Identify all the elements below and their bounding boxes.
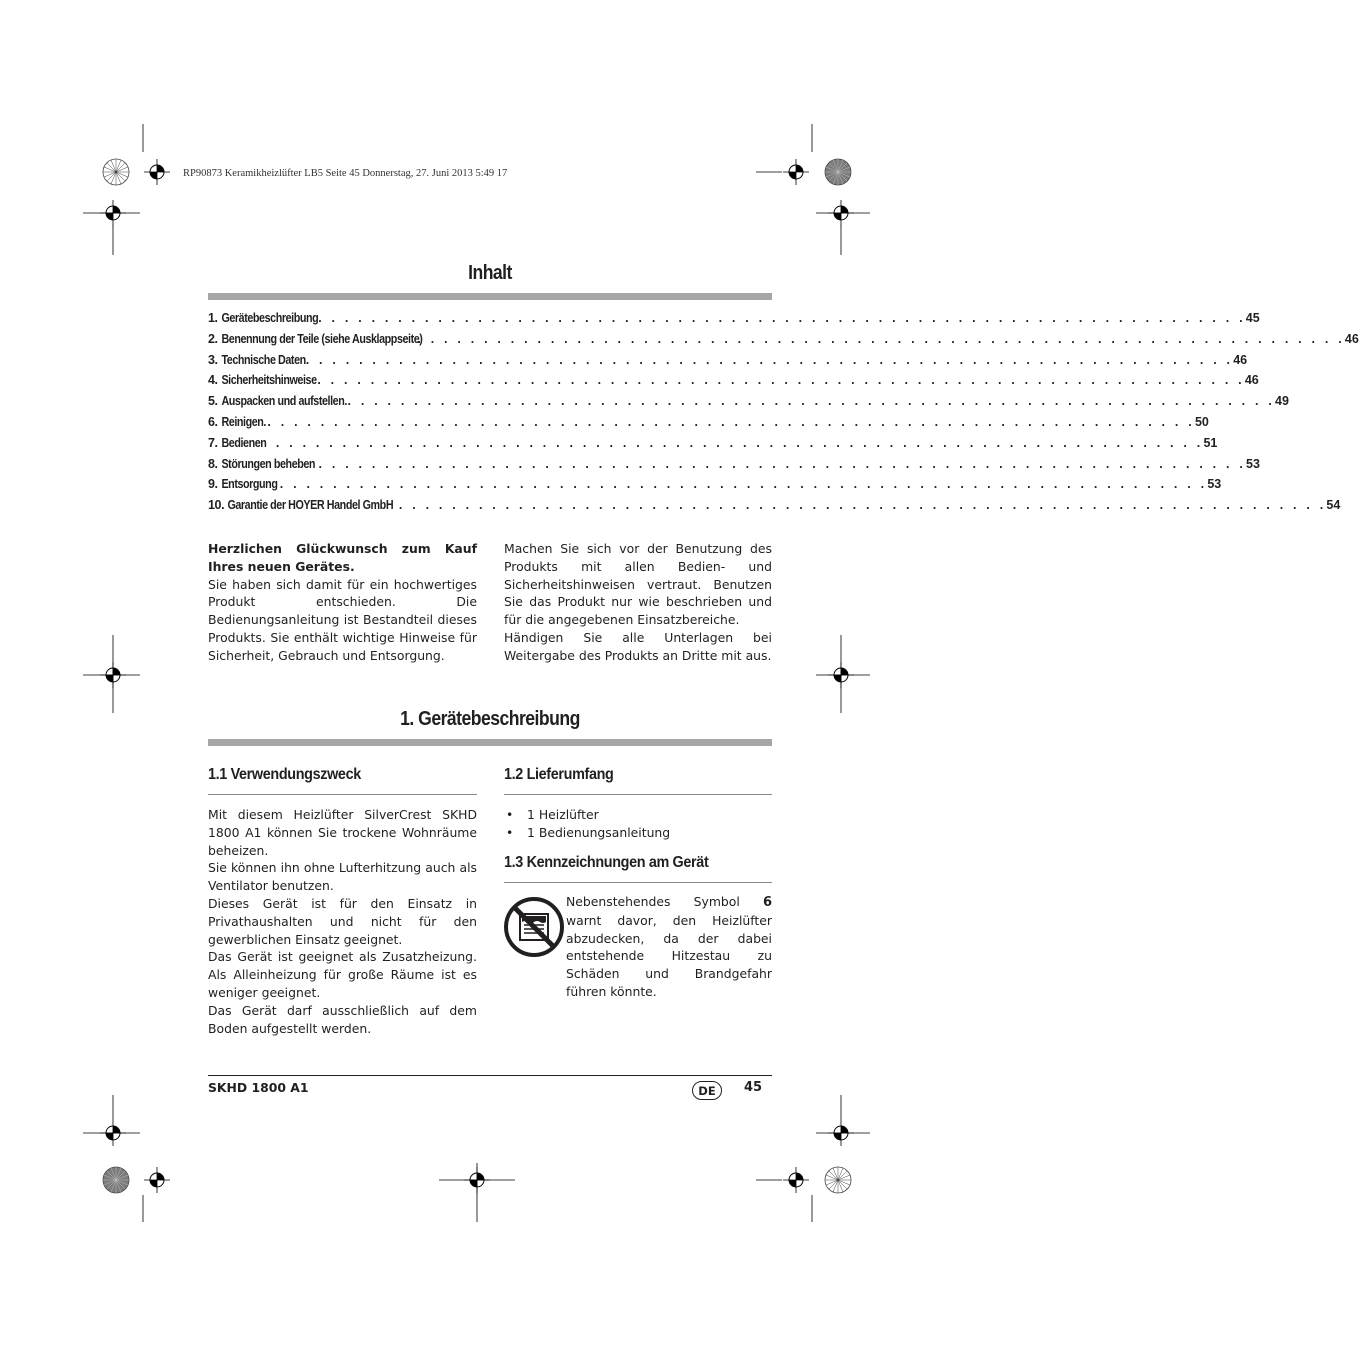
- section-title-rule: [208, 739, 772, 746]
- toc-entry-page: 54: [1326, 498, 1341, 513]
- body-paragraph: Sie können ihn ohne Lufterhitzung auch als Ventilator benutzen.: [208, 860, 477, 894]
- toc-entry-label: Garantie der HOYER Handel GmbH: [227, 498, 394, 513]
- toc-leader-dots: . . . . . . . . . . . . . . . . . . . . . . . . . . . . . . . . . . . . . . . . . . . . . . . . . . . . . . . . . . . . . . . . . . . . . .: [398, 498, 1327, 513]
- toc-entry-number: 8.: [208, 456, 218, 471]
- toc-entry-number: 5.: [208, 394, 218, 409]
- toc-leader-dots: . . . . . . . . . . . . . . . . . . . . . . . . . . . . . . . . . . . . . . . . . . . . . . . . . . . . . . . . . . . . . . . . . . . . . .: [317, 373, 1245, 388]
- usage-purpose-text: [208, 806, 477, 1037]
- list-item: • 1 Bedienungsanleitung: [504, 824, 772, 842]
- toc-entry[interactable]: [208, 311, 1260, 332]
- toc-leader-dots: . . . . . . . . . . . . . . . . . . . . . . . . . . . . . . . . . . . . . . . . . . . . . . . . . . . . . . . . . . . . . . . . . . . . . .: [347, 394, 1276, 409]
- list-item: • 1 Heizlüfter: [504, 806, 772, 824]
- toc-leader-dots: . . . . . . . . . . . . . . . . . . . . . . . . . . . . . . . . . . . . . . . . . . . . . . . . . . . . . . . . . . . . . . . . . . . . . .: [318, 311, 1246, 325]
- scope-of-delivery-list: [504, 806, 772, 842]
- toc-leader-dots: . . . . . . . . . . . . . . . . . . . . . . . . . . . . . . . . . . . . . . . . . . . . . . . . . . . . . . . . . . . . . . . . . . . . . .: [279, 477, 1208, 492]
- intro-paragraph: Sie haben sich damit für ein hochwertiges Produkt entschieden. Die Bedienungsanleitung ist Bestandteil dieses Produkts. Sie enthält wichtige Hinweise für Sicherheit, Gebrauch und Entsorgung.: [208, 576, 477, 663]
- toc-entry-number: 10.: [208, 498, 225, 513]
- toc-entry-page: 53: [1246, 456, 1260, 471]
- subsection-rule: [504, 882, 772, 883]
- subsection-heading: 1.3 Kennzeichnungen am Gerät: [504, 854, 709, 871]
- toc-entry[interactable]: [208, 352, 1248, 374]
- toc-entry-label: Auspacken und aufstellen.: [221, 394, 347, 409]
- subsection-rule: [504, 794, 772, 795]
- toc-entry-label: Entsorgung: [221, 477, 278, 492]
- section-title: 1. Gerätebeschreibung: [400, 708, 580, 730]
- toc-entry-label: Technische Daten: [221, 352, 306, 367]
- toc-entry-page: 53: [1207, 477, 1222, 492]
- body-paragraph: Das Gerät darf ausschließlich auf dem Boden aufgestellt werden.: [208, 1002, 477, 1036]
- toc-entry-page: 49: [1275, 394, 1289, 409]
- page-number: 45: [744, 1080, 763, 1095]
- subsection-rule: [208, 794, 477, 795]
- toc-title-rule: [208, 293, 772, 300]
- toc-entry[interactable]: [208, 498, 1341, 519]
- toc-entry-page: 50: [1194, 414, 1209, 429]
- toc-entry-label: Gerätebeschreibung: [221, 311, 318, 325]
- toc-leader-dots: . . . . . . . . . . . . . . . . . . . . . . . . . . . . . . . . . . . . . . . . . . . . . . . . . . . . . . . . . . . . . . . . . . . . . .: [275, 435, 1204, 450]
- toc-leader-dots: . . . . . . . . . . . . . . . . . . . . . . . . . . . . . . . . . . . . . . . . . . . . . . . . . . . . . . . . . . . . . . . . . . . . . .: [267, 414, 1195, 429]
- do-not-cover-icon: [504, 897, 564, 957]
- toc-entry-label: Benennung der Teile (siehe Ausklappseite): [221, 331, 423, 346]
- symbol-text-after: warnt davor, den Heizlüfter abzudecken, da der dabei entstehende Hitzestau zu Schäden und Brandgefahr führen könnte.: [566, 912, 772, 999]
- subsection-heading: 1.1 Verwendungszweck: [208, 766, 361, 783]
- intro-left-column: [208, 540, 477, 665]
- intro-heading: Herzlichen Glückwunsch zum Kauf Ihres neuen Gerätes.: [208, 541, 477, 574]
- toc-entry-label: Störungen beheben: [221, 456, 315, 471]
- symbol-text-before: Nebenstehendes Symbol: [566, 894, 763, 909]
- toc-entry-number: 1.: [208, 311, 218, 325]
- print-slug-line: RP90873 Keramikheizlüfter LB5 Seite 45 Donnerstag, 27. Juni 2013 5:49 17: [183, 168, 508, 179]
- toc-entry-page: 45: [1245, 311, 1260, 325]
- symbol-description: [566, 893, 772, 1001]
- toc-entry-label: Reinigen.: [221, 414, 266, 429]
- toc-entry-number: 4.: [208, 373, 218, 388]
- body-paragraph: Dieses Gerät ist für den Einsatz in Privathaushalten und nicht für den gewerblichen Einsatz geeignet.: [208, 895, 477, 947]
- subsection-heading: 1.2 Lieferumfang: [504, 766, 614, 783]
- toc-entry-page: 51: [1203, 435, 1218, 450]
- intro-paragraph: Händigen Sie alle Unterlagen bei Weitergabe des Produkts an Dritte mit aus.: [504, 629, 772, 663]
- toc-entry-label: Sicherheitshinweise: [221, 373, 317, 388]
- toc-entry-page: 46: [1344, 331, 1359, 346]
- toc-title: Inhalt: [468, 262, 512, 284]
- toc-entry-number: 9.: [208, 477, 218, 492]
- toc-entry-label: Bedienen: [221, 435, 267, 450]
- toc-entry-number: 7.: [208, 435, 218, 450]
- toc-entry[interactable]: [208, 435, 1218, 457]
- toc-entry-number: 2.: [208, 331, 218, 346]
- toc-entry[interactable]: [208, 477, 1222, 498]
- toc-leader-dots: . . . . . . . . . . . . . . . . . . . . . . . . . . . . . . . . . . . . . . . . . . . . . . . . . . . . . . . . . . . . . . . . . . . . . .: [417, 331, 1345, 346]
- toc-entry[interactable]: [208, 456, 1260, 478]
- table-of-contents: [208, 311, 1359, 519]
- body-paragraph: Mit diesem Heizlüfter SilverCrest SKHD 1800 A1 können Sie trockene Wohnräume beheizen.: [208, 807, 477, 858]
- toc-entry-page: 46: [1244, 373, 1259, 388]
- toc-leader-dots: . . . . . . . . . . . . . . . . . . . . . . . . . . . . . . . . . . . . . . . . . . . . . . . . . . . . . . . . . . . . . . . . . . . . . .: [305, 352, 1234, 367]
- toc-entry-number: 6.: [208, 414, 218, 429]
- toc-entry[interactable]: [208, 414, 1209, 436]
- toc-entry[interactable]: [208, 394, 1289, 415]
- language-badge: DE: [692, 1081, 722, 1100]
- intro-right-column: [504, 540, 772, 665]
- toc-entry[interactable]: [208, 331, 1359, 353]
- toc-entry[interactable]: [208, 373, 1259, 394]
- footer-rule: [208, 1075, 772, 1076]
- symbol-number: 6: [762, 895, 772, 910]
- toc-entry-number: 3.: [208, 352, 218, 367]
- intro-paragraph: Machen Sie sich vor der Benutzung des Produkts mit allen Bedien- und Sicherheitshinweisen vertraut. Benutzen Sie das Produkt nur wie beschrieben und für die angegebenen Einsatzbereiche.: [504, 541, 772, 628]
- toc-entry-page: 46: [1233, 352, 1248, 367]
- toc-leader-dots: . . . . . . . . . . . . . . . . . . . . . . . . . . . . . . . . . . . . . . . . . . . . . . . . . . . . . . . . . . . . . . . . . . . . . .: [318, 456, 1247, 471]
- footer-model: SKHD 1800 A1: [208, 1080, 309, 1095]
- body-paragraph: Das Gerät ist geeignet als Zusatzheizung. Als Alleinheizung für große Räume ist es weniger geeignet.: [208, 949, 477, 1000]
